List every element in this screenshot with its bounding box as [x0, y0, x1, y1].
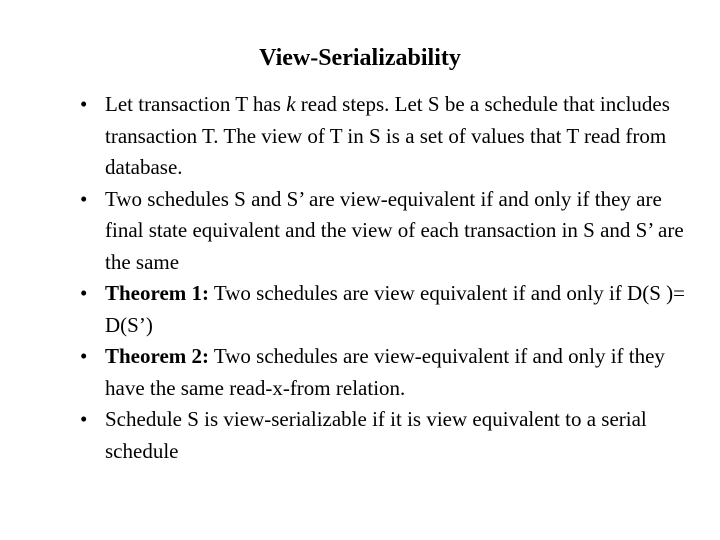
bullet-item-3 — [80, 278, 690, 341]
theorem-1-label: Theorem 1: — [105, 281, 210, 305]
bullet-2-text: Two schedules S and S’ are view-equivalent if and only if they are final state equivalent and the view of each transaction in S and S’ are the same — [105, 186, 684, 274]
bullet-item-1 — [80, 89, 690, 184]
bullet-4-text: Two schedules are view-equivalent if and only if they have the same read-x-from relation. — [105, 344, 665, 400]
bullet-3-text: Two schedules are view equivalent if and only if D(S )= D(S’) — [105, 281, 685, 337]
bullet-icon: • — [80, 407, 88, 431]
bullet-item-4 — [80, 341, 690, 404]
bullet-icon: • — [80, 186, 88, 211]
bullet-1-text-end: read steps. Let S be a schedule that includes transaction T. The view of T in S is a set of values that T read from database. — [105, 92, 670, 179]
bullet-1-italic-k: k — [286, 92, 296, 116]
bullet-icon: • — [80, 344, 88, 368]
theorem-2-label: Theorem 2: — [105, 344, 210, 368]
bullet-5-text: Schedule S is view-serializable if it is view equivalent to a serial schedule — [105, 407, 647, 463]
bullet-icon: • — [80, 281, 88, 305]
bullet-item-2 — [80, 184, 690, 279]
bullet-list — [80, 89, 690, 467]
slide-title: View-Serializability — [259, 45, 461, 71]
bullet-item-5 — [80, 404, 690, 467]
bullet-1-text-start: Let transaction T has — [105, 92, 287, 116]
bullet-icon: • — [80, 92, 88, 116]
